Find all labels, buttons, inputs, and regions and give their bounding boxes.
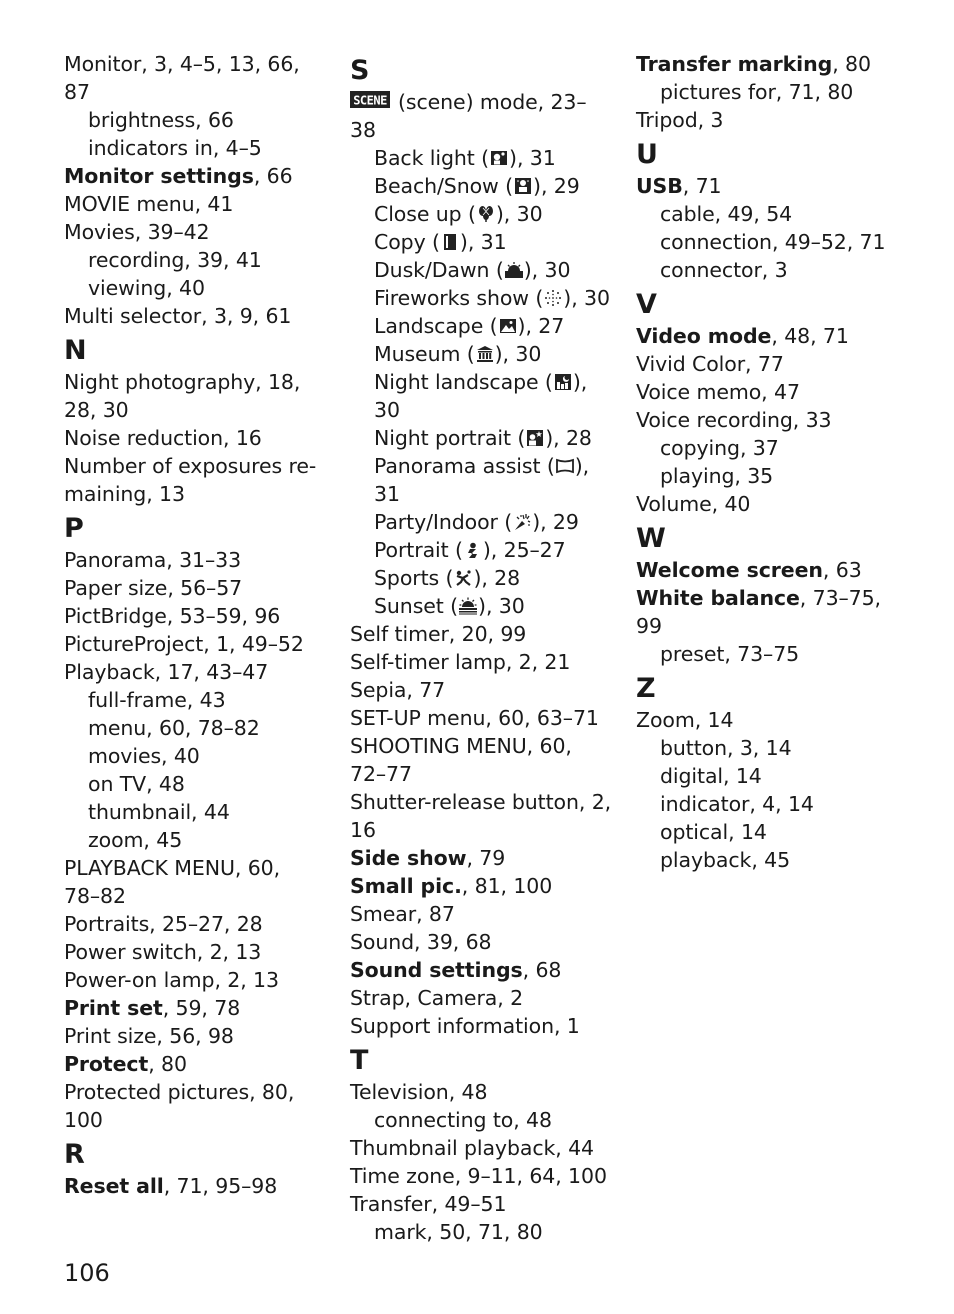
- index-entry: [64, 368, 326, 396]
- index-text: Zoom, 14: [636, 708, 734, 732]
- index-subentry: [350, 1106, 612, 1134]
- index-entry: [350, 648, 612, 676]
- index-entry: [64, 854, 326, 882]
- index-subentry: [350, 508, 612, 536]
- index-text: copying, 37: [660, 436, 779, 460]
- landscape-icon: [499, 317, 517, 335]
- index-text: ), 25–27: [482, 538, 566, 562]
- index-entry: [350, 900, 612, 928]
- index-text: optical, 14: [660, 820, 767, 844]
- index-entry: [350, 1162, 612, 1190]
- index-subentry: [636, 734, 898, 762]
- index-text: Multi selector, 3, 9, 61: [64, 304, 292, 328]
- museum-icon: [476, 345, 494, 363]
- index-text: Number of exposures re-: [64, 454, 317, 478]
- index-text: Voice memo, 47: [636, 380, 800, 404]
- index-entry: [64, 218, 326, 246]
- index-text: ), 30: [478, 594, 525, 618]
- index-entry: [350, 88, 612, 144]
- index-term-bold: Side show: [350, 846, 467, 870]
- index-entry: [350, 844, 612, 872]
- index-entry: [64, 424, 326, 452]
- index-text: ), 29: [533, 174, 580, 198]
- index-term: Museum (: [374, 342, 475, 366]
- index-text: , 79: [466, 846, 506, 870]
- index-entry: [64, 658, 326, 686]
- index-entry: [636, 706, 898, 734]
- index-text: Thumbnail playback, 44: [350, 1136, 594, 1160]
- index-text: brightness, 66: [88, 108, 234, 132]
- index-text: ), 30: [523, 258, 571, 282]
- index-entry-continued: [64, 480, 326, 508]
- index-text: ), 28: [545, 426, 592, 450]
- index-text: 31: [374, 482, 400, 506]
- index-text: 28, 30: [64, 398, 129, 422]
- index-text: Tripod, 3: [636, 108, 724, 132]
- index-text: Television, 48: [350, 1080, 488, 1104]
- index-text: 87: [64, 80, 90, 104]
- portrait-icon: [464, 541, 482, 559]
- index-text: connection, 49–52, 71: [660, 230, 886, 254]
- index-text: button, 3, 14: [660, 736, 792, 760]
- index-text: Smear, 87: [350, 902, 455, 926]
- index-entry: [636, 106, 898, 134]
- index-text: MOVIE menu, 41: [64, 192, 234, 216]
- index-text: indicators in, 4–5: [88, 136, 262, 160]
- index-term: Beach/Snow (: [374, 174, 514, 198]
- index-term: Close up (: [374, 202, 476, 226]
- index-text: Volume, 40: [636, 492, 751, 516]
- sunset-icon: [459, 597, 477, 615]
- index-text: Shutter-release button, 2,: [350, 790, 612, 814]
- index-entry: [64, 1078, 326, 1106]
- index-text: ), 27: [517, 314, 565, 338]
- night-landscape-icon: [554, 373, 572, 391]
- index-text: ),: [572, 370, 588, 394]
- index-text: SET-UP menu, 60, 63–71: [350, 706, 599, 730]
- index-entry: [350, 956, 612, 984]
- index-text: movies, 40: [88, 744, 200, 768]
- index-text: PLAYBACK MENU, 60,: [64, 856, 281, 880]
- index-term-bold: Monitor settings: [64, 164, 254, 188]
- index-subentry: [350, 536, 612, 564]
- index-text: Paper size, 56–57: [64, 576, 243, 600]
- index-text: playing, 35: [660, 464, 774, 488]
- index-text: full-frame, 43: [88, 688, 226, 712]
- index-text: Panorama, 31–33: [64, 548, 242, 572]
- index-text: ), 30: [563, 286, 610, 310]
- index-text: Print size, 56, 98: [64, 1024, 234, 1048]
- index-subentry: [350, 424, 612, 452]
- index-entry-continued: [350, 760, 612, 788]
- copy-icon: [441, 233, 459, 251]
- index-entry-continued: [64, 882, 326, 910]
- index-text: , 59, 78: [162, 996, 241, 1020]
- index-entry: [350, 676, 612, 704]
- index-subentry: [64, 714, 326, 742]
- index-text: Power-on lamp, 2, 13: [64, 968, 279, 992]
- index-text: , 68: [522, 958, 562, 982]
- index-text: Voice recording, 33: [636, 408, 832, 432]
- index-entry: [64, 602, 326, 630]
- index-text: Night photography, 18,: [64, 370, 301, 394]
- index-entry: [64, 546, 326, 574]
- index-text: connecting to, 48: [374, 1108, 552, 1132]
- index-subentry: [350, 312, 612, 340]
- sports-icon: [454, 569, 472, 587]
- index-text: ), 28: [473, 566, 521, 590]
- index-term: Back light (: [374, 146, 490, 170]
- index-entry: [636, 490, 898, 518]
- index-term: Night landscape (: [374, 370, 553, 394]
- index-subentry: [350, 172, 612, 200]
- index-letter-heading: U: [636, 139, 658, 170]
- index-text: , 81, 100: [461, 874, 553, 898]
- index-entry-continued: [64, 1106, 326, 1134]
- index-text: , 63: [822, 558, 862, 582]
- index-term-bold: Transfer marking: [636, 52, 833, 76]
- index-text: ), 29: [532, 510, 579, 534]
- index-subentry: [350, 592, 612, 620]
- index-letter-heading: W: [636, 523, 666, 554]
- index-subentry: [350, 1218, 612, 1246]
- index-text: playback, 45: [660, 848, 791, 872]
- index-entry: [64, 910, 326, 938]
- index-text: 100: [64, 1108, 103, 1132]
- index-text: on TV, 48: [88, 772, 185, 796]
- index-text: ), 31: [509, 146, 556, 170]
- index-entry: [636, 50, 898, 78]
- index-entry: [350, 928, 612, 956]
- index-entry: [64, 1022, 326, 1050]
- index-subentry: [64, 134, 326, 162]
- index-text: digital, 14: [660, 764, 762, 788]
- index-subentry: [64, 686, 326, 714]
- index-term-bold: White balance: [636, 586, 800, 610]
- index-entry: [350, 788, 612, 816]
- index-entry: [350, 704, 612, 732]
- index-text: , 80: [832, 52, 871, 76]
- index-entry: [64, 1172, 326, 1200]
- index-text: connector, 3: [660, 258, 788, 282]
- backlight-icon: [490, 149, 508, 167]
- index-text: Self timer, 20, 99: [350, 622, 527, 646]
- index-subentry: [350, 452, 612, 480]
- index-entry: [350, 1134, 612, 1162]
- index-text: Strap, Camera, 2: [350, 986, 524, 1010]
- index-entry: [636, 556, 898, 584]
- index-entry: [64, 574, 326, 602]
- index-subentry: [350, 340, 612, 368]
- index-letter-heading: Z: [636, 673, 656, 704]
- index-term: Night portrait (: [374, 426, 526, 450]
- index-text: Movies, 39–42: [64, 220, 210, 244]
- index-subentry: [636, 462, 898, 490]
- index-subentry: [636, 256, 898, 284]
- index-subentry: [636, 228, 898, 256]
- index-text: Self-timer lamp, 2, 21: [350, 650, 571, 674]
- index-subentry-continued: [350, 480, 612, 508]
- index-entry-continued: [350, 816, 612, 844]
- index-entry: [636, 322, 898, 350]
- index-term-bold: Protect: [64, 1052, 149, 1076]
- index-subentry: [636, 434, 898, 462]
- page-number: 106: [64, 1259, 110, 1287]
- index-subentry: [350, 284, 612, 312]
- index-term: Party/Indoor (: [374, 510, 513, 534]
- index-subentry: [636, 640, 898, 668]
- index-column-2: [350, 50, 612, 1246]
- index-letter-heading: S: [350, 55, 370, 86]
- index-entry: [636, 406, 898, 434]
- index-entry: [64, 1050, 326, 1078]
- index-text: ), 30: [494, 342, 542, 366]
- index-text: PictBridge, 53–59, 96: [64, 604, 281, 628]
- index-subentry: [350, 564, 612, 592]
- index-term-bold: USB: [636, 174, 683, 198]
- index-subentry: [64, 274, 326, 302]
- index-term-bold: Small pic.: [350, 874, 462, 898]
- index-subentry: [350, 228, 612, 256]
- index-term: Sports (: [374, 566, 454, 590]
- index-column-3: [636, 50, 898, 874]
- index-subentry: [636, 762, 898, 790]
- index-entry: [636, 172, 898, 200]
- index-text: Support information, 1: [350, 1014, 580, 1038]
- index-text: Sepia, 77: [350, 678, 446, 702]
- index-text: 99: [636, 614, 662, 638]
- index-text: , 73–75,: [799, 586, 881, 610]
- index-text: menu, 60, 78–82: [88, 716, 260, 740]
- index-subentry: [350, 368, 612, 396]
- index-text: Time zone, 9–11, 64, 100: [350, 1164, 607, 1188]
- index-entry: [636, 350, 898, 378]
- index-term-bold: Reset all: [64, 1174, 164, 1198]
- index-letter-heading: R: [64, 1139, 85, 1170]
- index-text: zoom, 45: [88, 828, 183, 852]
- index-term-bold: Video mode: [636, 324, 772, 348]
- index-text: (scene) mode, 23–38: [350, 90, 587, 142]
- fireworks-icon: [544, 289, 562, 307]
- index-entry: [64, 966, 326, 994]
- index-subentry: [64, 742, 326, 770]
- index-text: , 71: [682, 174, 722, 198]
- night-portrait-icon: [526, 429, 544, 447]
- index-subentry: [636, 78, 898, 106]
- index-subentry: [64, 826, 326, 854]
- index-subentry: [636, 846, 898, 874]
- index-subentry: [350, 144, 612, 172]
- index-text: 30: [374, 398, 400, 422]
- index-text: Protected pictures, 80,: [64, 1080, 295, 1104]
- index-text: 72–77: [350, 762, 412, 786]
- index-text: Portraits, 25–27, 28: [64, 912, 263, 936]
- index-entry: [636, 378, 898, 406]
- index-text: mark, 50, 71, 80: [374, 1220, 543, 1244]
- index-subentry: [636, 200, 898, 228]
- index-entry: [64, 302, 326, 330]
- index-text: viewing, 40: [88, 276, 205, 300]
- index-letter-heading: V: [636, 289, 657, 320]
- index-text: Power switch, 2, 13: [64, 940, 262, 964]
- index-text: Transfer, 49–51: [350, 1192, 507, 1216]
- index-text: pictures for, 71, 80: [660, 80, 854, 104]
- index-text: PictureProject, 1, 49–52: [64, 632, 304, 656]
- index-subentry: [636, 790, 898, 818]
- index-text: indicator, 4, 14: [660, 792, 814, 816]
- index-term: Portrait (: [374, 538, 463, 562]
- index-text: ),: [574, 454, 590, 478]
- index-entry: [64, 50, 326, 78]
- index-entry: [636, 584, 898, 612]
- index-entry: [350, 1078, 612, 1106]
- index-subentry: [64, 106, 326, 134]
- index-term-bold: Welcome screen: [636, 558, 823, 582]
- index-entry: [64, 994, 326, 1022]
- scene-mode-icon: [350, 91, 390, 108]
- index-text: , 71, 95–98: [163, 1174, 278, 1198]
- index-entry: [64, 162, 326, 190]
- index-entry: [350, 620, 612, 648]
- index-text: cable, 49, 54: [660, 202, 793, 226]
- index-text: ), 30: [495, 202, 543, 226]
- index-entry-continued: [64, 78, 326, 106]
- index-subentry: [64, 770, 326, 798]
- index-entry: [350, 984, 612, 1012]
- index-letter-heading: N: [64, 335, 87, 366]
- index-letter-heading: T: [350, 1045, 369, 1076]
- index-term-bold: Sound settings: [350, 958, 523, 982]
- index-entry-continued: [64, 396, 326, 424]
- index-entry: [350, 1012, 612, 1040]
- svg-text:SCENE: SCENE: [353, 93, 387, 108]
- index-term-bold: Print set: [64, 996, 163, 1020]
- dusk-dawn-icon: [505, 261, 523, 279]
- index-term: Copy (: [374, 230, 440, 254]
- index-entry-continued: [636, 612, 898, 640]
- index-text: thumbnail, 44: [88, 800, 230, 824]
- index-entry: [350, 732, 612, 760]
- index-term: Fireworks show (: [374, 286, 544, 310]
- index-text: , 48, 71: [771, 324, 849, 348]
- index-text: Playback, 17, 43–47: [64, 660, 269, 684]
- index-text: ), 31: [459, 230, 507, 254]
- index-subentry: [64, 246, 326, 274]
- index-text: , 66: [253, 164, 293, 188]
- beach-snow-icon: [514, 177, 532, 195]
- index-text: 16: [350, 818, 376, 842]
- index-text: preset, 73–75: [660, 642, 800, 666]
- index-text: 78–82: [64, 884, 126, 908]
- index-term: Landscape (: [374, 314, 498, 338]
- index-entry: [350, 1190, 612, 1218]
- index-term: Panorama assist (: [374, 454, 555, 478]
- index-text: Vivid Color, 77: [636, 352, 784, 376]
- index-text: SHOOTING MENU, 60,: [350, 734, 572, 758]
- index-entry: [64, 452, 326, 480]
- index-subentry: [350, 256, 612, 284]
- index-entry: [350, 872, 612, 900]
- index-subentry: [64, 798, 326, 826]
- index-term: Sunset (: [374, 594, 459, 618]
- index-entry: [64, 190, 326, 218]
- index-text: Sound, 39, 68: [350, 930, 492, 954]
- index-subentry: [636, 818, 898, 846]
- party-indoor-icon: [513, 513, 531, 531]
- close-up-icon: [477, 205, 495, 223]
- index-column-1: [64, 50, 326, 1200]
- index-text: recording, 39, 41: [88, 248, 262, 272]
- index-text: , 80: [148, 1052, 187, 1076]
- index-entry: [64, 630, 326, 658]
- index-text: Monitor, 3, 4–5, 13, 66,: [64, 52, 300, 76]
- index-letter-heading: P: [64, 513, 84, 544]
- index-term: Dusk/Dawn (: [374, 258, 504, 282]
- panorama-assist-icon: [556, 457, 574, 475]
- index-subentry-continued: [350, 396, 612, 424]
- index-text: Noise reduction, 16: [64, 426, 262, 450]
- index-text: maining, 13: [64, 482, 185, 506]
- index-entry: [64, 938, 326, 966]
- index-subentry: [350, 200, 612, 228]
